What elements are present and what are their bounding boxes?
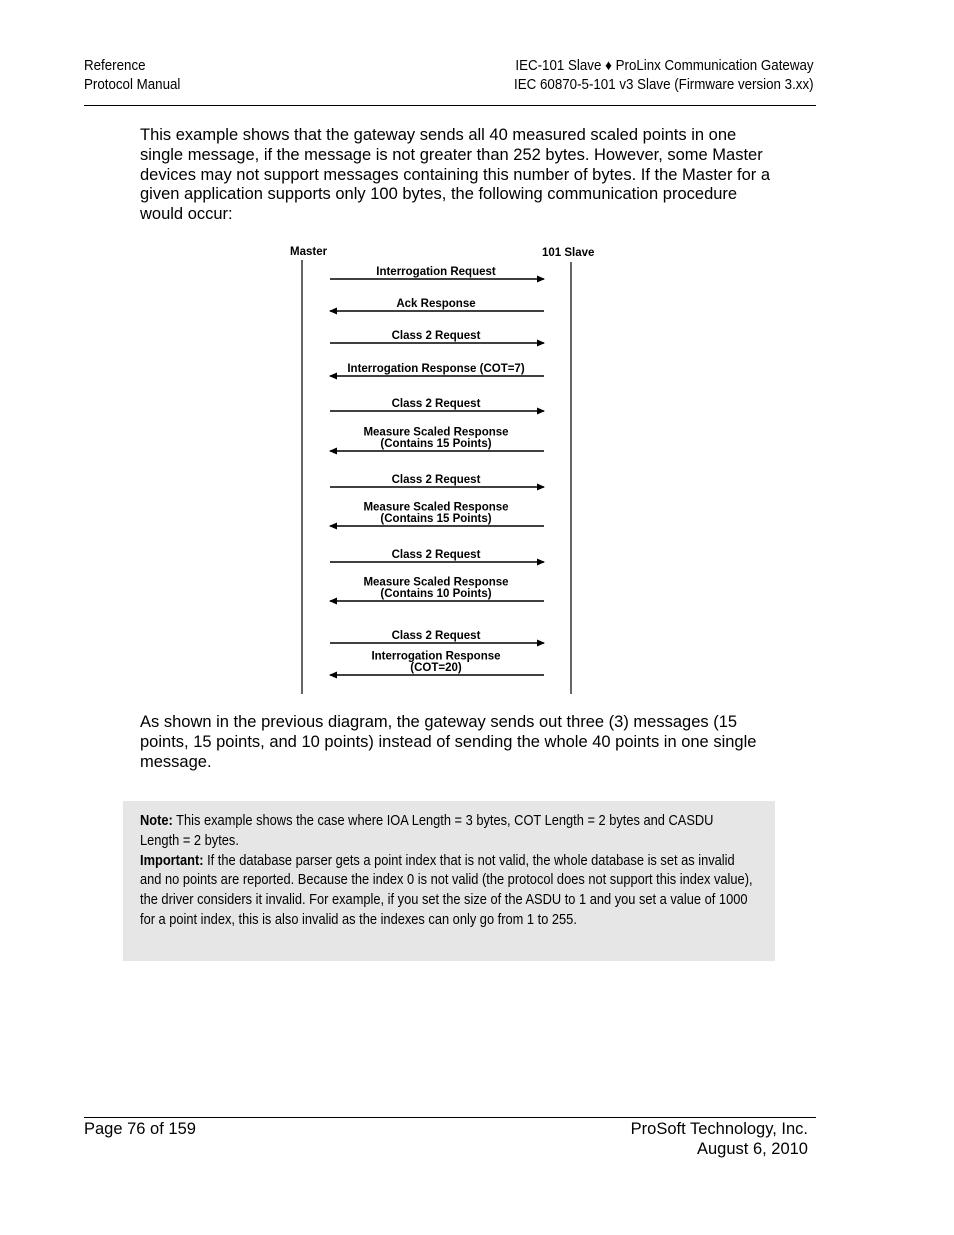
arrowhead (329, 448, 337, 455)
arrowhead (329, 672, 337, 679)
message-10 (329, 577, 544, 605)
arrowhead (537, 640, 545, 647)
intro-paragraph: This example shows that the gateway sends all 40 measured scaled points in one single message, if the message is not greater than 252 bytes. However, some Master devices may not support messages containing this number of bytes. If the Master for a given application supports only 100 bytes, the following communication procedure would occur: (140, 126, 771, 224)
header-right (514, 57, 814, 95)
important-label: Important: (140, 852, 204, 869)
message-9 (330, 549, 545, 566)
message-label: Interrogation Request (376, 266, 496, 278)
arrowhead (329, 598, 337, 605)
message-label: Measure Scaled Response (363, 576, 509, 589)
message-label: Class 2 Request (391, 474, 481, 486)
message-label: Interrogation Response (371, 650, 501, 663)
message-label: Measure Scaled Response (363, 426, 509, 439)
slave-label: 101 Slave (542, 247, 595, 259)
message-label: Measure Scaled Response (363, 501, 509, 514)
important-text: If the database parser gets a point index that is not valid, the whole database is set as invalid and no points are reported. Because the index 0 is not valid (the protocol does not support this index value), the driver considers it invalid. For example, if you set the size of the ASDU to 1 and you set a value of 1000 for a point index, this is also invalid as the indexes can only go from 1 to 255. (140, 852, 753, 928)
footer-right (631, 1120, 808, 1160)
page-number: Page 76 of 159 (84, 1120, 196, 1138)
message-list (329, 266, 545, 679)
message-8 (329, 502, 544, 530)
footer-divider (84, 1117, 816, 1118)
publication-date: August 6, 2010 (696, 1139, 808, 1158)
arrowhead (329, 373, 337, 380)
note-box (123, 801, 775, 961)
message-label: Ack Response (396, 298, 476, 310)
message-label: (Contains 10 Points) (380, 588, 492, 600)
header-protocol: IEC 60870-5-101 v3 Slave (Firmware version 3.xx) (514, 77, 814, 93)
message-label: Class 2 Request (391, 398, 481, 410)
message-3 (330, 330, 545, 347)
arrowhead (537, 276, 545, 283)
note-paragraph (140, 812, 756, 852)
message-label: (Contains 15 Points) (380, 438, 492, 450)
important-paragraph (140, 852, 756, 931)
message-11 (330, 630, 545, 647)
note-content (140, 812, 756, 931)
header-divider (84, 105, 816, 106)
message-label: (COT=20) (410, 662, 462, 674)
arrowhead (329, 308, 337, 315)
note-text: This example shows the case where IOA Length = 3 bytes, COT Length = 2 bytes and CASDU Length = 2 bytes. (140, 813, 714, 849)
header-section: Reference (84, 58, 146, 74)
arrowhead (537, 340, 545, 347)
message-2 (329, 298, 544, 315)
message-label: (Contains 15 Points) (380, 513, 492, 525)
company-name: ProSoft Technology, Inc. (630, 1120, 808, 1138)
message-6 (329, 427, 544, 455)
master-label: Master (290, 246, 328, 258)
header-manual-name: Protocol Manual (84, 77, 181, 93)
message-label: Class 2 Request (391, 630, 481, 642)
message-7 (330, 474, 545, 491)
note-label: Note: (140, 813, 173, 829)
message-5 (330, 398, 545, 415)
message-label: Interrogation Response (COT=7) (347, 363, 525, 375)
message-1 (330, 266, 545, 283)
arrowhead (537, 408, 545, 415)
sequence-diagram (270, 240, 610, 700)
message-4 (329, 363, 544, 380)
message-label: Class 2 Request (391, 330, 481, 342)
arrowhead (329, 523, 337, 530)
arrowhead (537, 484, 545, 491)
message-12 (329, 651, 544, 679)
conclusion-paragraph: As shown in the previous diagram, the gateway sends out three (3) messages (15 points, 15 points, and 10 points) instead of sending the whole 40 points in one single message. (140, 713, 757, 771)
header-product: IEC-101 Slave ♦ ProLinx Communication Gateway (515, 58, 814, 74)
header-left (84, 57, 180, 95)
message-label: Class 2 Request (391, 549, 481, 561)
arrowhead (537, 559, 545, 566)
